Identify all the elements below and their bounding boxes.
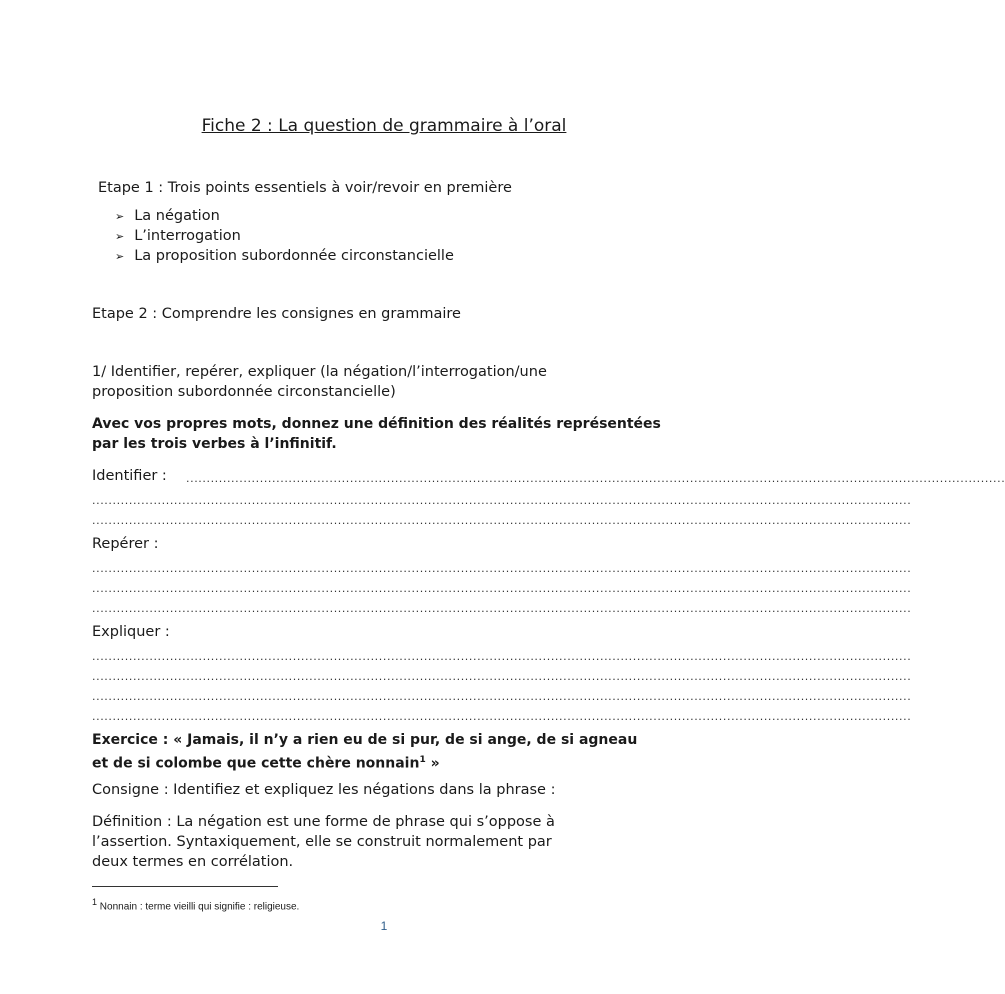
answer-dotted-line[interactable]: ........................................................................................................................................................................................................: [92, 650, 912, 663]
definition-line: l’assertion. Syntaxiquement, elle se construit normalement par: [92, 834, 552, 850]
exercise-line: Exercice : « Jamais, il n’y a rien eu de si pur, de si ange, de si agneau: [92, 732, 638, 748]
definition-line: deux termes en corrélation.: [92, 854, 294, 870]
instruction-line: Avec vos propres mots, donnez une définition des réalités représentées: [92, 416, 661, 432]
answer-dotted-line[interactable]: ........................................................................................................................................................................................................: [92, 494, 912, 507]
bullet-item: ➢ La négation: [115, 208, 220, 224]
section-1-line: 1/ Identifier, repérer, expliquer (la négation/l’interrogation/une: [92, 364, 547, 380]
bullet-item: ➢ L’interrogation: [115, 228, 241, 244]
page-number: 1: [380, 919, 388, 933]
answer-dotted-line[interactable]: ........................................................................................................................................................................................................: [92, 562, 912, 575]
section-1-line: proposition subordonnée circonstancielle): [92, 384, 396, 400]
footnote: $^1$ Nonnain : terme vieilli qui signifie : religieuse.: [92, 897, 300, 913]
arrowhead-bullet-icon: ➢: [115, 230, 125, 243]
identifier-label: Identifier :: [92, 468, 167, 484]
reperer-label: Repérer :: [92, 536, 159, 552]
footnote-separator: [92, 886, 278, 887]
arrowhead-bullet-icon: ➢: [115, 210, 125, 223]
consigne-text: Consigne : Identifiez et expliquez les négations dans la phrase :: [92, 782, 556, 798]
instruction-line: par les trois verbes à l’infinitif.: [92, 436, 337, 452]
answer-dotted-line[interactable]: ........................................................................................................................................................................................................: [92, 710, 912, 723]
answer-dotted-line[interactable]: ........................................................................................................................................................................................................: [92, 514, 912, 527]
bullet-item: ➢ La proposition subordonnée circonstancielle: [115, 248, 454, 264]
answer-dotted-line[interactable]: ........................................................................................................................................................................................................: [92, 690, 912, 703]
arrowhead-bullet-icon: ➢: [115, 250, 125, 263]
answer-dotted-line[interactable]: ........................................................................................................................................................................................................: [92, 582, 912, 595]
etape-2-heading: Etape 2 : Comprendre les consignes en grammaire: [92, 306, 461, 322]
answer-dotted-line[interactable]: ........................................................................................................................................................................................................: [92, 670, 912, 683]
answer-dotted-line[interactable]: ........................................................................................................................................................................................................: [186, 472, 1005, 485]
answer-dotted-line[interactable]: ........................................................................................................................................................................................................: [92, 602, 912, 615]
page-title: Fiche 2 : La question de grammaire à l’oral: [201, 116, 567, 136]
expliquer-label: Expliquer :: [92, 624, 170, 640]
definition-line: Définition : La négation est une forme de phrase qui s’oppose à: [92, 814, 555, 830]
exercise-line: et de si colombe que cette chère nonnain$^1$ »: [92, 755, 440, 772]
footnote-reference[interactable]: 1: [419, 755, 426, 765]
etape-1-heading: Etape 1 : Trois points essentiels à voir/revoir en première: [98, 180, 512, 196]
